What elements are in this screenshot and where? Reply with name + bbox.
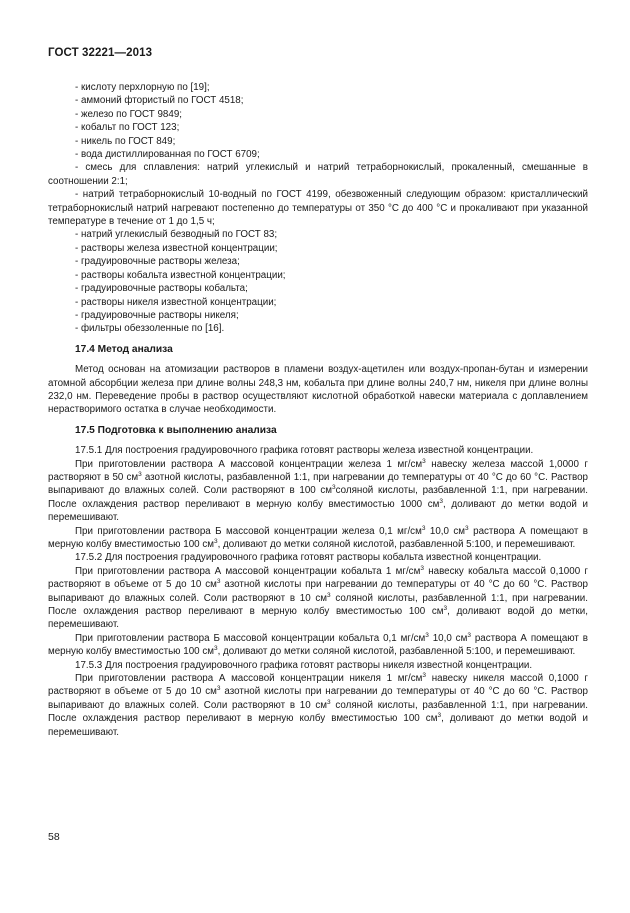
list-item: - вода дистиллированная по ГОСТ 6709; [75,149,260,161]
section-heading-17-5: 17.5 Подготовка к выполнению анализа [75,424,277,436]
paragraph-17-5-2: 17.5.2 Для построения градуировочного графика готовят растворы кобальта известной концентрации. [75,552,542,564]
list-item: - смесь для сплавления: натрий углекислый и натрий тетраборнокислый, прокаленный, смешанные в соотношении 2:1; [48,162,588,187]
paragraph-iron-solution-a: При приготовлении раствора А массовой концентрации железа 1 $мг/см^3$ навеску железа массой 1,0000 г растворяют в 50 $см^3$ азотной кислоты, разбавленной 1:1, при нагревании до температуры от 40 °С до 60 °С. Раствор выпаривают до влажных солей. Соли растворяют в 100 $см^3соляной$ кислоты, разбавленной 1:1, при нагревании. После охлаждения раствор переливают в мерную колбу вместимостью 1000 $см^3$, доливают до метки водой и перемешивают. [48,457,588,524]
paragraph-iron-solution-b: При приготовлении раствора Б массовой концентрации железа 0,1 $мг/см^3$ 10,0 $см^3$ раствора А помещают в мерную колбу вместимостью 100 $см^3$, доливают до метки соляной кислотой, разбавленной 5:100, и перемешивают. [48,524,588,550]
list-item: - кобальт по ГОСТ 123; [75,122,180,134]
list-item: - растворы железа известной концентрации; [75,242,278,254]
paragraph-17-5-3: 17.5.3 Для построения градуировочного графика готовят растворы никеля известной концентрации. [75,659,533,671]
paragraph-nickel-solution-a: При приготовлении раствора А массовой концентрации никеля 1 $мг/см^3$ навеску никеля массой 0,1000 г растворяют в объеме от 5 до 10 $см^3$ азотной кислоты при нагревании до температуры от 40 °С до 60 °С. Раствор выпаривают до влажных солей. Соли растворяют в 10 $см^3$ соляной кислоты, разбавленной 1:1, при нагревании. После охлаждения раствор переливают в мерную колбу вместимостью 100 $см^3$, доливают до метки водой и перемешивают. [48,672,588,738]
section-heading-17-4: 17.4 Метод анализа [75,343,173,355]
document-header: ГОСТ 32221—2013 [48,47,153,59]
document-body [48,81,588,739]
paragraph-17-5-1: 17.5.1 Для построения градуировочного графика готовят растворы железа известной концентрации. [75,445,534,457]
reagent-list [48,81,588,336]
list-item: - аммоний фтористый по ГОСТ 4518; [75,95,244,107]
paragraph-method: Метод основан на атомизации растворов в пламени воздух-ацетилен или воздух-пропан-бутан и измерении атомной абсорбции железа при длине волны 248,3 нм, кобальта при длине волны 240,7 нм, никеля при длине волны 232,0 нм. Переведение пробы в раствор осуществляют кислотной обработкой навески материала с доплавлением нерастворимого остатка в случае необходимости. [48,364,588,416]
list-item: - натрий углекислый безводный по ГОСТ 83; [75,229,278,241]
list-item: - кислоту перхлорную по [19]; [75,82,210,93]
page-number: 58 [48,831,60,843]
paragraph-cobalt-solution-b: При приготовлении раствора Б массовой концентрации кобальта 0,1 $мг/см^3$ 10,0 $см^3$ раствора А помещают в мерную колбу вместимостью 100 $см^3$, доливают до метки соляной кислотой, разбавленной 5:100, и перемешивают. [48,631,588,658]
list-item: - никель по ГОСТ 849; [75,135,176,147]
list-item: - градуировочные растворы никеля; [75,309,239,321]
list-item: - железо по ГОСТ 9849; [75,108,182,120]
list-item: - растворы кобальта известной концентрации; [75,269,286,281]
list-item: - градуировочные растворы кобальта; [75,283,248,295]
list-item: - натрий тетраборнокислый 10-водный по ГОСТ 4199, обезвоженный следующим образом: кристаллический тетраборнокислый натрий нагревают постепенно до температуры от 350 °С до 400 °С и прокаливают при указанной температуре в течение от 1 до 1,5 ч; [48,189,588,228]
paragraph-cobalt-solution-a: При приготовлении раствора А массовой концентрации кобальта 1 $мг/см^3$ навеску кобальта массой 0,1000 г растворяют в объеме от 5 до 10 $см^3$ азотной кислоты при нагревании до температуры от 40 °С до 60 °С. Раствор выпаривают до влажных солей. Соли растворяют в 10 $см^3$ соляной кислоты, разбавленной 1:1, при нагревании. После охлаждения раствор переливают в мерную колбу вместимостью 100 $см^3$, доливают водой до метки, перемешивают. [48,564,588,631]
list-item: - растворы никеля известной концентрации; [75,296,277,308]
list-item: - фильтры обеззоленные по [16]. [75,323,225,335]
list-item: - градуировочные растворы железа; [75,256,240,268]
